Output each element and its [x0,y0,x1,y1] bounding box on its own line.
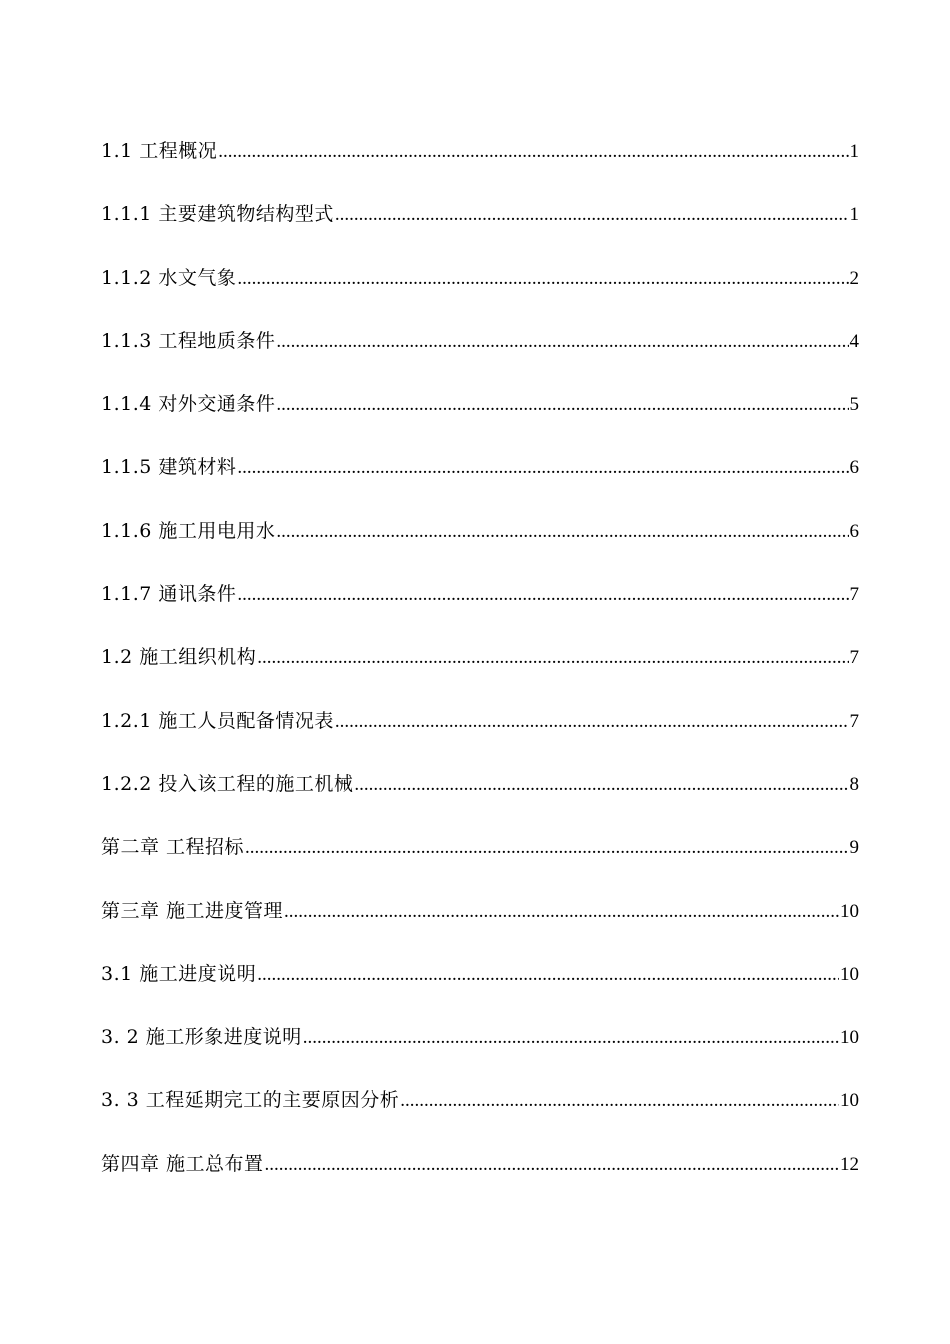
toc-entry[interactable] [101,706,859,769]
toc-entry-title: 第二章 工程招标 [101,836,245,859]
toc-page-number: 10 [840,1027,859,1049]
toc-page-number: 10 [840,900,859,922]
toc-page-number: 10 [840,1090,859,1112]
toc-dot-leader [335,707,849,737]
toc-entry[interactable] [101,832,859,895]
toc-entry-title: 1.1 工程概况 [101,140,218,162]
toc-entry-title: 3.1 施工进度说明 [101,962,257,985]
toc-page-number: 8 [849,773,859,795]
toc-page-number: 7 [849,584,859,606]
toc-page-number: 1 [849,204,859,226]
toc-dot-leader [284,897,839,927]
toc-entry[interactable] [101,516,859,579]
toc-entry-title: 1.2.1 施工人员配备情况表 [101,709,334,732]
toc-entry[interactable] [101,199,859,262]
toc-page-number: 9 [849,837,859,859]
toc-page-number: 2 [849,267,859,289]
toc-entry[interactable] [101,769,859,832]
toc-dot-leader [276,517,848,547]
toc-entry-title: 1.1.6 施工用电用水 [101,519,276,542]
toc-entry[interactable] [101,1149,859,1212]
toc-entry[interactable] [101,1085,859,1148]
toc-entry-title: 3. 2 施工形象进度说明 [101,1026,302,1049]
toc-entry[interactable] [101,263,859,326]
toc-entry[interactable] [101,136,859,199]
toc-entry[interactable] [101,579,859,642]
toc-dot-leader [257,960,839,990]
toc-page-number: 7 [849,647,859,669]
toc-page-number: 12 [840,1153,859,1175]
toc-dot-leader [237,264,848,294]
toc-dot-leader [218,137,848,167]
toc-page-number: 7 [849,710,859,732]
toc-page-number: 6 [849,457,859,479]
toc-dot-leader [245,833,848,863]
toc-entry[interactable] [101,959,859,1022]
toc-entry-title: 1.1.3 工程地质条件 [101,329,276,352]
toc-entry-title: 1.1.4 对外交通条件 [101,393,276,416]
toc-entry-title: 1.2 施工组织机构 [101,646,257,669]
toc-dot-leader [257,643,848,673]
toc-entry[interactable] [101,326,859,389]
toc-page-number: 1 [849,141,859,162]
toc-entry-title: 1.1.7 通讯条件 [101,583,237,606]
toc-dot-leader [276,327,848,357]
toc-entry-title: 1.1.1 主要建筑物结构型式 [101,203,334,226]
toc-dot-leader [237,453,848,483]
toc-entry-title: 1.1.5 建筑材料 [101,456,237,479]
toc-entry[interactable] [101,452,859,515]
table-of-contents [101,136,859,1212]
toc-dot-leader [237,580,848,610]
toc-dot-leader [276,390,848,420]
toc-dot-leader [335,200,849,230]
toc-entry[interactable] [101,389,859,452]
toc-entry-title: 3. 3 工程延期完工的主要原因分析 [101,1089,400,1112]
toc-entry-title: 第三章 施工进度管理 [101,899,284,922]
toc-page-number: 6 [849,520,859,542]
toc-entry-title: 1.1.2 水文气象 [101,266,237,289]
toc-entry[interactable] [101,1022,859,1085]
toc-page-number: 10 [840,963,859,985]
toc-dot-leader [303,1023,839,1053]
toc-entry-title: 第四章 施工总布置 [101,1152,264,1175]
toc-dot-leader [354,770,848,800]
toc-entry[interactable] [101,642,859,705]
toc-entry[interactable] [101,896,859,959]
toc-page-number: 5 [849,394,859,416]
toc-page-number: 4 [849,330,859,352]
toc-dot-leader [265,1150,839,1180]
toc-entry-title: 1.2.2 投入该工程的施工机械 [101,772,354,795]
toc-dot-leader [400,1086,839,1116]
